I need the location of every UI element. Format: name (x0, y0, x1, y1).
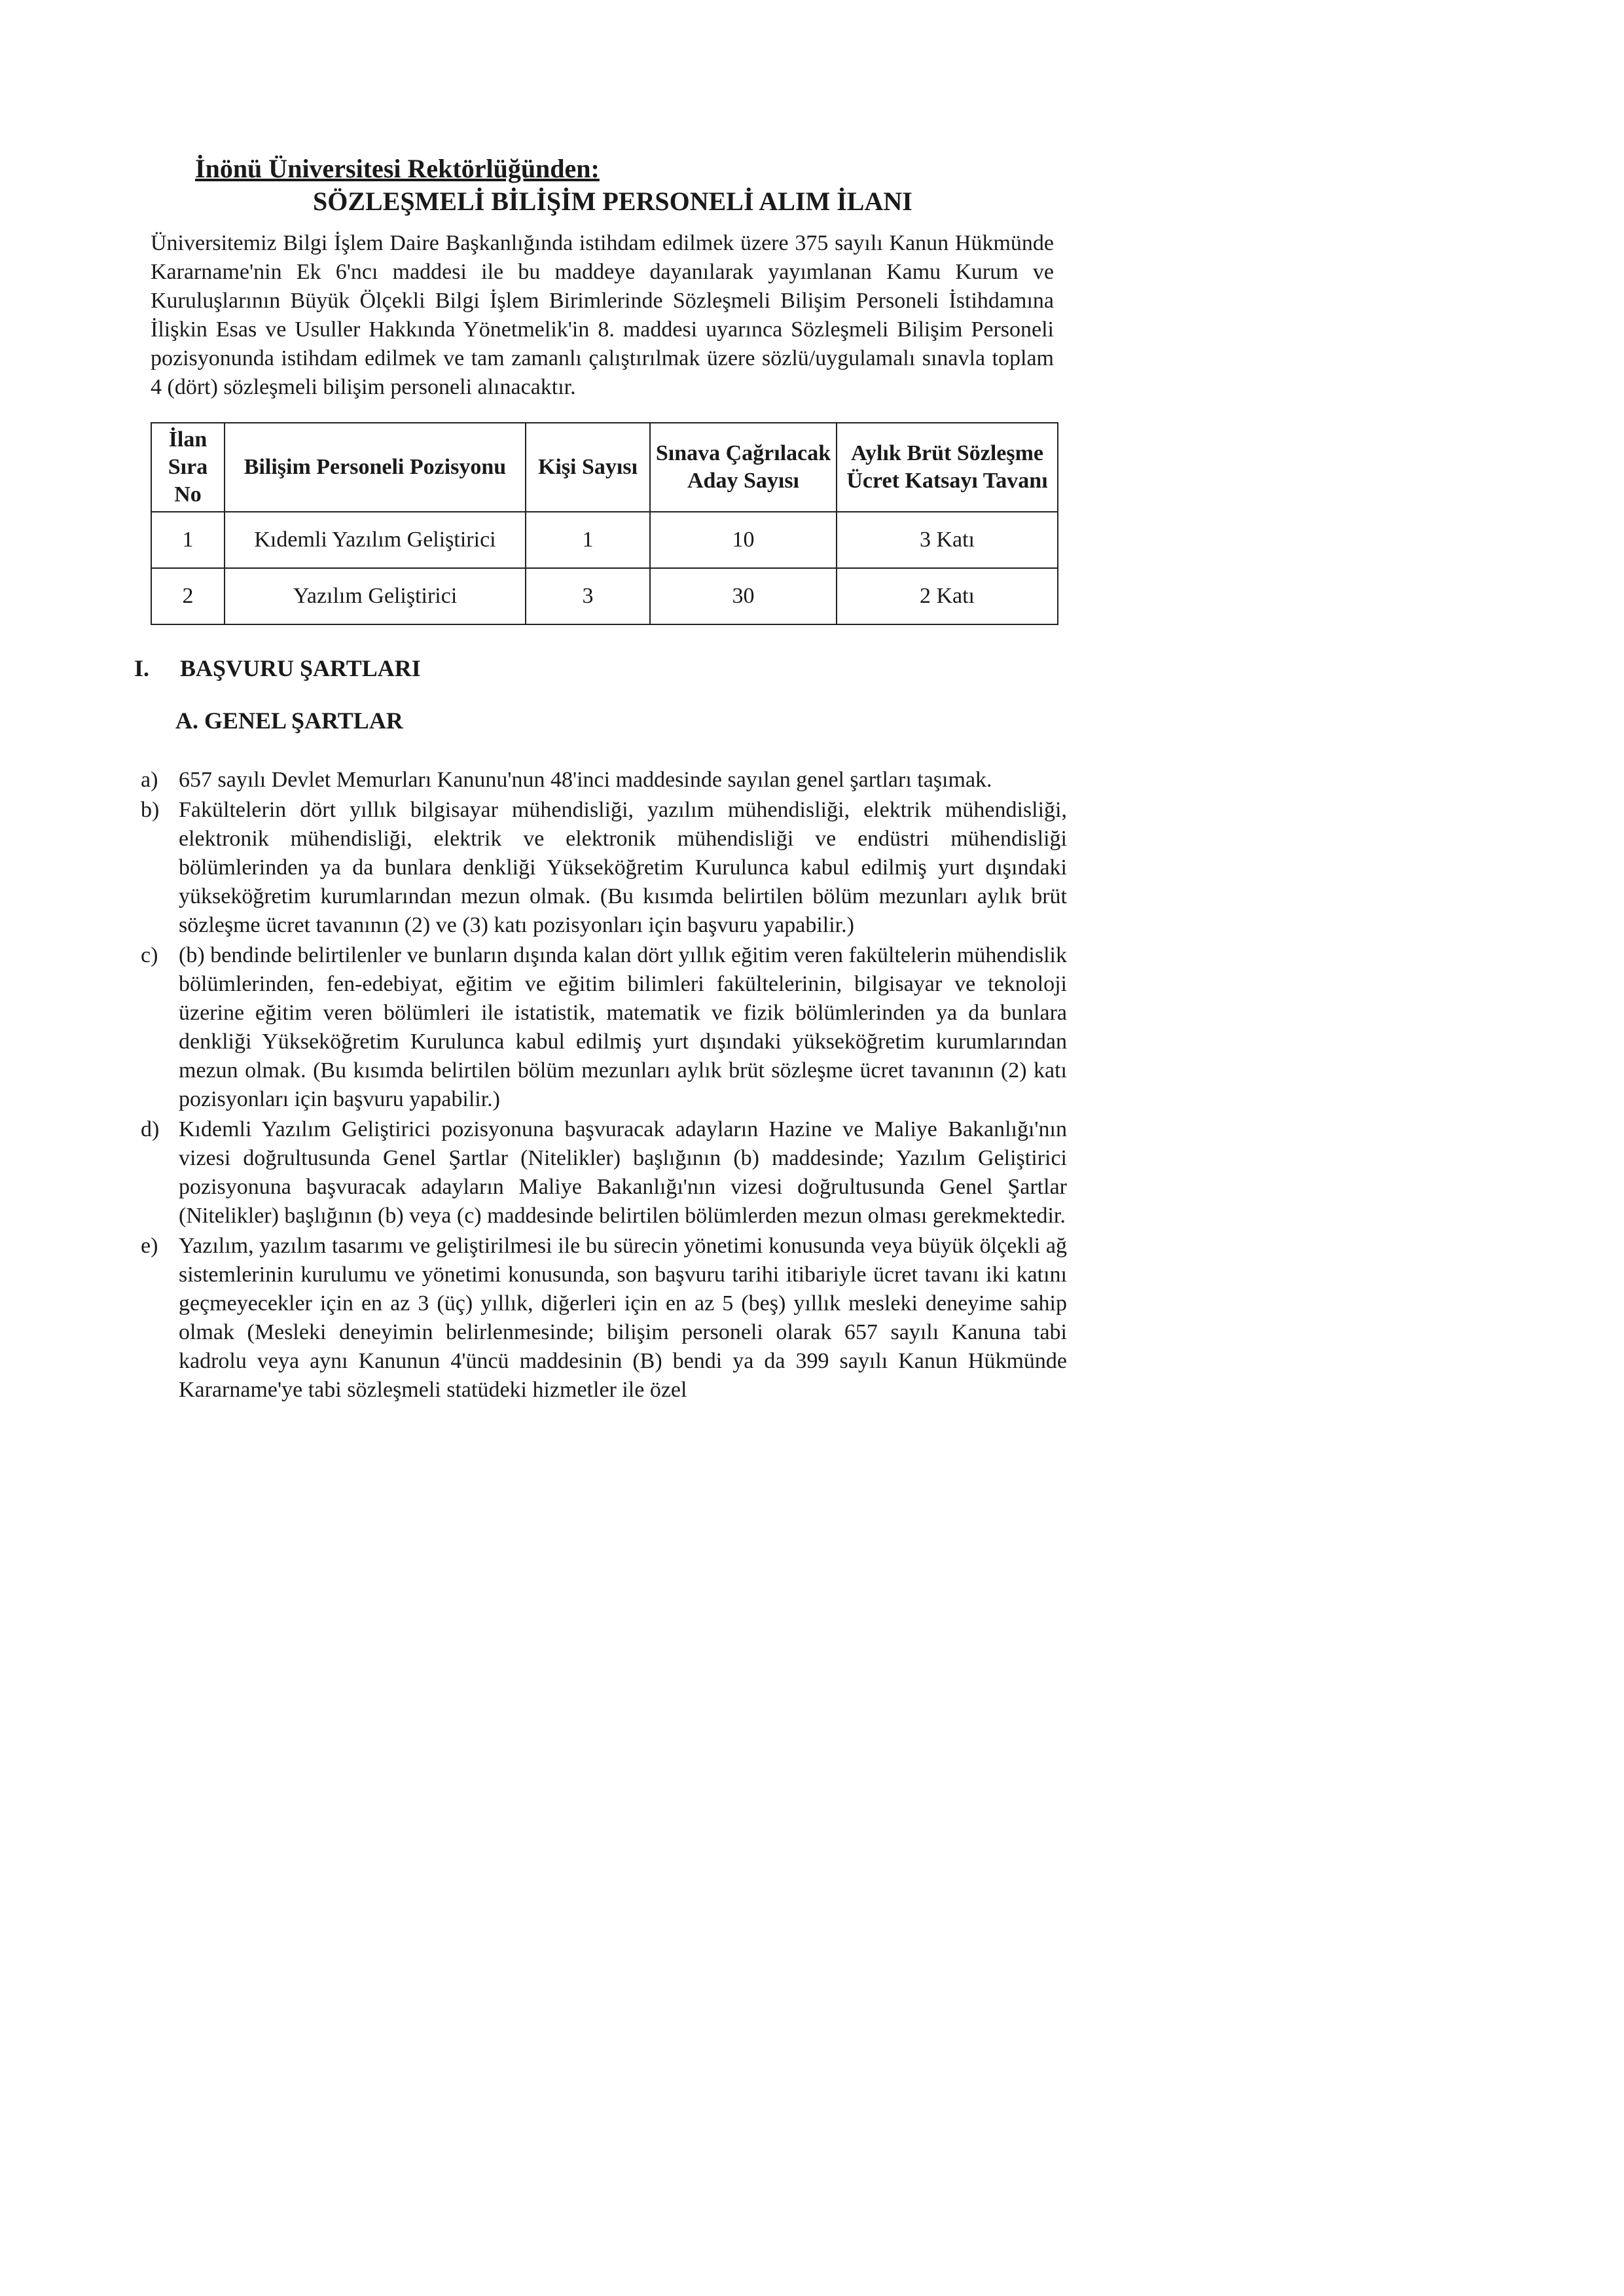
cell-ucret-katsayi: 3 Katı (837, 512, 1058, 568)
cell-pozisyon: Yazılım Geliştirici (225, 568, 526, 624)
section-title: BAŞVURU ŞARTLARI (180, 655, 421, 681)
cell-ucret-katsayi: 2 Katı (837, 568, 1058, 624)
list-item (141, 796, 1067, 940)
table-header-row (151, 423, 1058, 512)
item-text: Fakültelerin dört yıllık bilgisayar mühendisliği, yazılım mühendisliği, elektrik mühendisliği, elektronik mühendisliği, elektrik ve elektronik mühendisliği ve endüstri mühendisliği bölümlerinden ya da bunlara denkliği Yükseköğretim Kurulunca kabul edilmiş yurt dışındaki yükseköğretim kurumlarından mezun olmak. (Bu kısımda belirtilen bölüm mezunları aylık brüt sözleşme ücret tavanının (2) ve (3) katı pozisyonları için başvuru yapabilir.) (179, 798, 1067, 937)
list-item (141, 1232, 1067, 1405)
cell-aday-sayisi: 30 (650, 568, 837, 624)
table-row (151, 568, 1058, 624)
list-item (141, 1115, 1067, 1230)
intro-paragraph: Üniversitemiz Bilgi İşlem Daire Başkanlığında istihdam edilmek üzere 375 sayılı Kanun Hükmünde Kararname'nin Ek 6'ncı maddesi ile bu maddeye dayanılarak yayımlanan Kamu Kurum ve Kuruluşlarının Büyük Ölçekli Bilgi İşlem Birimlerinde Sözleşmeli Bilişim Personeli İstihdamına İlişkin Esas ve Usuller Hakkında Yönetmelik'in 8. maddesi uyarınca Sözleşmeli Bilişim Personeli pozisyonunda istihdam edilmek ve tam zamanlı çalıştırılmak üzere sözlü/uygulamalı sınavla toplam 4 (dört) sözleşmeli bilişim personeli alınacaktır. (151, 231, 1054, 399)
cell-kisi-sayisi: 3 (526, 568, 650, 624)
item-label: d) (141, 1117, 160, 1141)
item-label: b) (141, 798, 160, 822)
announcement-title: SÖZLEŞMELİ BİLİŞİM PERSONELİ ALIM İLANI (313, 187, 912, 216)
section-number: I. (134, 655, 150, 681)
item-text: Kıdemli Yazılım Geliştirici pozisyonuna başvuracak adayların Hazine ve Maliye Bakanlığı'nın vizesi doğrultusunda Genel Şartlar (Nitelikler) başlığının (b) maddesinde; Yazılım Geliştirici pozisyonuna başvuracak adayların Maliye Bakanlığı'nın vizesi doğrultusunda Genel Şartlar (Nitelikler) başlığının (b) veya (c) maddesinde belirtilen bölümlerden mezun olması gerekmektedir. (179, 1117, 1067, 1228)
cell-sira-no: 2 (151, 568, 225, 624)
list-item (141, 766, 1067, 795)
table-row (151, 512, 1058, 568)
positions-table (151, 422, 1058, 625)
cell-kisi-sayisi: 1 (526, 512, 650, 568)
cell-sira-no: 1 (151, 512, 225, 568)
issuer-heading: İnönü Üniversitesi Rektörlüğünden: (195, 154, 600, 183)
col-header-ucret-katsayi: Aylık Brüt Sözleşme Ücret Katsayı Tavanı (837, 423, 1058, 512)
col-header-aday-sayisi: Sınava Çağrılacak Aday Sayısı (650, 423, 837, 512)
col-header-pozisyon: Bilişim Personeli Pozisyonu (225, 423, 526, 512)
item-label: c) (141, 943, 158, 967)
item-text: Yazılım, yazılım tasarımı ve geliştirilmesi ile bu sürecin yönetimi konusunda veya büyük ölçekli ağ sistemlerinin kurulumu ve yönetimi konusunda, son başvuru tarihi itibariyle ücret tavanı iki katını geçmeyecekler için en az 3 (üç) yıllık, diğerleri için en az 5 (beş) yıllık mesleki deneyime sahip olmak (Mesleki deneyimin belirlenmesinde; bilişim personeli olarak 657 sayılı Kanuna tabi kadrolu veya aynı Kanunun 4'üncü maddesinin (B) bendi ya da 399 sayılı Kanun Hükmünde Kararname'ye tabi sözleşmeli statüdeki hizmetler ile özel (179, 1234, 1067, 1402)
cell-pozisyon: Kıdemli Yazılım Geliştirici (225, 512, 526, 568)
requirements-list (141, 766, 1067, 1406)
col-header-kisi-sayisi: Kişi Sayısı (526, 423, 650, 512)
item-label: e) (141, 1234, 158, 1258)
item-text: (b) bendinde belirtilenler ve bunların dışında kalan dört yıllık eğitim veren fakültelerin mühendislik bölümlerinden, fen-edebiyat, eğitim ve eğitim bilimleri fakültelerinin, bilgisayar ve teknoloji üzerine eğitim veren bölümleri ile istatistik, matematik ve fizik bölümlerinden ya da bunlara denkliği Yükseköğretim Kurulunca kabul edilmiş yurt dışındaki yükseköğretim kurumlarından mezun olmak. (Bu kısımda belirtilen bölüm mezunları aylık brüt sözleşme ücret tavanının (2) katı pozisyonları için başvuru yapabilir.) (179, 943, 1067, 1111)
item-label: a) (141, 768, 158, 792)
item-text: 657 sayılı Devlet Memurları Kanunu'nun 48'inci maddesinde sayılan genel şartları taşımak. (179, 768, 992, 792)
cell-aday-sayisi: 10 (650, 512, 837, 568)
section-heading (134, 655, 421, 682)
subsection-heading: A. GENEL ŞARTLAR (175, 708, 403, 734)
col-header-ilan-sira-no: İlan Sıra No (151, 423, 225, 512)
list-item (141, 941, 1067, 1114)
